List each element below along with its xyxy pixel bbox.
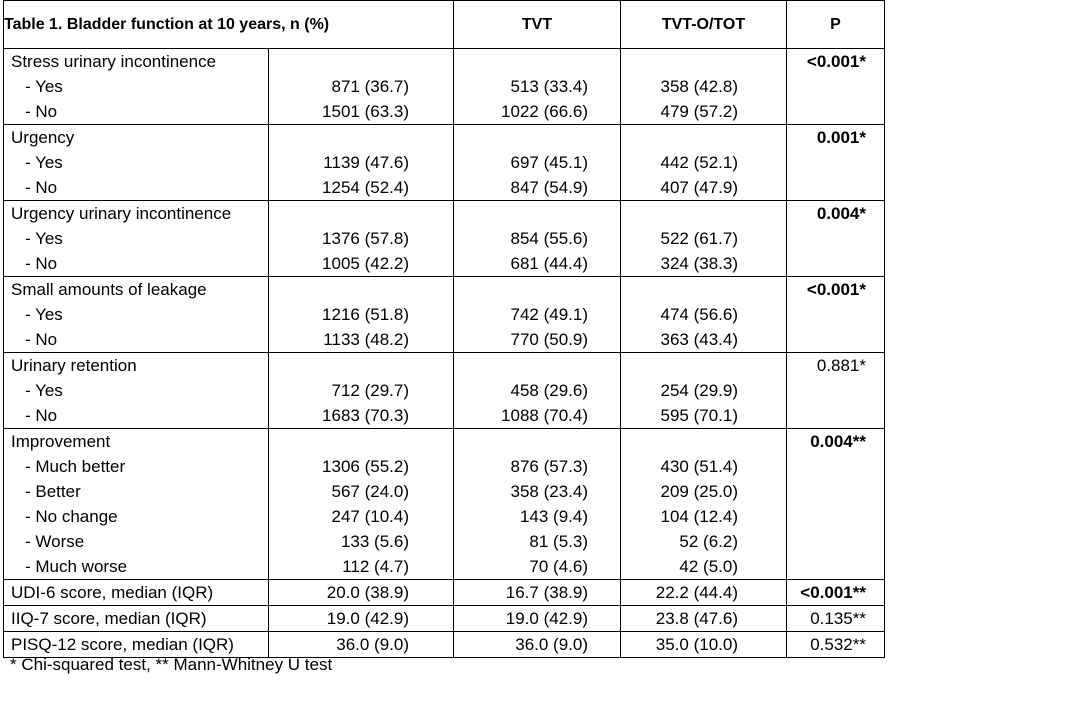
variable-label: Improvement (11, 432, 111, 451)
blank-line (621, 125, 786, 150)
category-label: - Much better (25, 457, 126, 476)
tvt-o-tot-value: 42 (5.0) (679, 557, 738, 576)
table-footnote: * Chi-squared test, ** Mann-Whitney U test (10, 655, 333, 674)
total-value: 20.0 (38.9) (326, 583, 409, 602)
category-label: - No (25, 254, 58, 273)
category-label: - Better (25, 482, 81, 501)
blank-line (621, 353, 786, 378)
tvt-o-tot-value: 407 (47.9) (660, 178, 738, 197)
tvt-o-tot-cell (621, 201, 787, 277)
table-row (4, 49, 885, 125)
tvt-o-tot-value: 209 (25.0) (660, 482, 738, 501)
total-value: 1216 (51.8) (322, 305, 409, 324)
tvt-value: 697 (45.1) (510, 153, 588, 172)
tvt-o-tot-value: 23.8 (47.6) (655, 609, 738, 628)
blank-line (454, 277, 620, 302)
tvt-value: 847 (54.9) (510, 178, 588, 197)
tvt-o-tot-cell (621, 429, 787, 580)
tvt-o-tot-value: 52 (6.2) (679, 532, 738, 551)
category-label: - Yes (25, 305, 63, 324)
score-label: UDI-6 score, median (IQR) (11, 583, 214, 602)
tvt-cell (454, 201, 621, 277)
tvt-cell (454, 49, 621, 125)
tvt-o-tot-cell (621, 277, 787, 353)
total-cell (269, 353, 454, 429)
tvt-value: 458 (29.6) (510, 381, 588, 400)
tvt-value: 358 (23.4) (510, 482, 588, 501)
tvt-o-tot-value: 474 (56.6) (660, 305, 738, 324)
total-cell (269, 125, 454, 201)
tvt-value: 513 (33.4) (510, 77, 588, 96)
variable-label: Urinary retention (11, 356, 137, 375)
variable-cell (4, 353, 269, 429)
blank-line (269, 201, 453, 226)
variable-label: Urgency (11, 128, 75, 147)
blank-line (269, 49, 453, 74)
tvt-o-tot-value: 22.2 (44.4) (655, 583, 738, 602)
total-value: 112 (4.7) (342, 557, 409, 576)
header-tvt-o-tot: TVT-O/TOT (621, 1, 787, 49)
blank-line (269, 429, 453, 454)
category-label: - Worse (25, 532, 85, 551)
score-label: PISQ-12 score, median (IQR) (11, 635, 234, 654)
blank-line (621, 49, 786, 74)
tvt-o-tot-value: 324 (38.3) (660, 254, 738, 273)
blank-line (454, 201, 620, 226)
p-value-cell (787, 277, 885, 353)
category-label: - Yes (25, 153, 63, 172)
variable-label: Urgency urinary incontinence (11, 204, 232, 223)
p-value-cell (787, 49, 885, 125)
p-value-cell (787, 429, 885, 580)
p-value: <0.001* (806, 52, 866, 71)
variable-cell (4, 429, 269, 580)
category-label: - No (25, 330, 58, 349)
category-label: - Yes (25, 77, 63, 96)
p-value: 0.135** (810, 609, 866, 628)
score-row (4, 580, 885, 606)
blank-line (621, 277, 786, 302)
tvt-cell (454, 606, 621, 632)
tvt-o-tot-value: 358 (42.8) (660, 77, 738, 96)
category-label: - Yes (25, 381, 63, 400)
tvt-o-tot-cell (621, 606, 787, 632)
tvt-value: 1088 (70.4) (501, 406, 588, 425)
tvt-cell (454, 429, 621, 580)
total-cell (269, 201, 454, 277)
blank-line (454, 429, 620, 454)
table-row (4, 353, 885, 429)
blank-line (269, 353, 453, 378)
total-value: 36.0 (9.0) (336, 635, 409, 654)
total-value: 1133 (48.2) (323, 330, 409, 349)
tvt-o-tot-cell (621, 580, 787, 606)
total-value: 871 (36.7) (331, 77, 409, 96)
total-value: 1005 (42.2) (322, 254, 409, 273)
blank-line (621, 201, 786, 226)
tvt-o-tot-cell (621, 125, 787, 201)
total-value: 1254 (52.4) (322, 178, 409, 197)
category-label: - Yes (25, 229, 63, 248)
score-label-cell (4, 632, 269, 658)
tvt-o-tot-value: 430 (51.4) (660, 457, 738, 476)
tvt-o-tot-value: 104 (12.4) (660, 507, 738, 526)
total-cell (269, 277, 454, 353)
total-cell (269, 606, 454, 632)
variable-label: Small amounts of leakage (11, 280, 207, 299)
results-table (3, 0, 885, 658)
total-value: 1306 (55.2) (322, 457, 409, 476)
variable-label: Stress urinary incontinence (11, 52, 217, 71)
tvt-o-tot-value: 522 (61.7) (660, 229, 738, 248)
header-p: P (787, 1, 885, 49)
table-title: Table 1. Bladder function at 10 years, n (%) (4, 1, 454, 49)
header-row (4, 1, 885, 49)
tvt-value: 770 (50.9) (510, 330, 588, 349)
tvt-cell (454, 277, 621, 353)
total-value: 133 (5.6) (340, 532, 409, 551)
p-value-cell (787, 201, 885, 277)
table-row (4, 125, 885, 201)
tvt-value: 876 (57.3) (510, 457, 588, 476)
blank-line (454, 353, 620, 378)
score-label-cell (4, 606, 269, 632)
tvt-o-tot-value: 442 (52.1) (660, 153, 738, 172)
tvt-cell (454, 632, 621, 658)
tvt-value: 143 (9.4) (519, 507, 588, 526)
p-value: 0.532** (810, 635, 866, 654)
total-cell (269, 632, 454, 658)
table-row (4, 277, 885, 353)
total-cell (269, 429, 454, 580)
variable-cell (4, 49, 269, 125)
p-value: <0.001** (800, 583, 866, 602)
score-row (4, 606, 885, 632)
tvt-o-tot-cell (621, 632, 787, 658)
blank-line (269, 277, 453, 302)
p-value: 0.004* (816, 204, 866, 223)
total-value: 712 (29.7) (331, 381, 409, 400)
blank-line (269, 125, 453, 150)
p-value: 0.004** (810, 432, 866, 451)
total-value: 1683 (70.3) (322, 406, 409, 425)
score-row (4, 632, 885, 658)
category-label: - No (25, 406, 58, 425)
total-value: 1139 (47.6) (323, 153, 409, 172)
tvt-o-tot-cell (621, 353, 787, 429)
tvt-value: 854 (55.6) (510, 229, 588, 248)
category-label: - No change (25, 507, 118, 526)
tvt-value: 1022 (66.6) (501, 102, 588, 121)
category-label: - No (25, 102, 58, 121)
tvt-o-tot-value: 254 (29.9) (660, 381, 738, 400)
p-value-cell (787, 632, 885, 658)
blank-line (454, 125, 620, 150)
category-label: - Much worse (25, 557, 128, 576)
variable-cell (4, 277, 269, 353)
total-value: 567 (24.0) (331, 482, 409, 501)
total-value: 247 (10.4) (331, 507, 409, 526)
header-tvt: TVT (454, 1, 621, 49)
tvt-value: 70 (4.6) (529, 557, 588, 576)
p-value: 0.881* (816, 356, 866, 375)
tvt-value: 81 (5.3) (529, 532, 588, 551)
total-cell (269, 580, 454, 606)
total-value: 1376 (57.8) (322, 229, 409, 248)
p-value: 0.001* (816, 128, 866, 147)
tvt-o-tot-value: 363 (43.4) (660, 330, 738, 349)
tvt-value: 681 (44.4) (510, 254, 588, 273)
p-value: <0.001* (806, 280, 866, 299)
tvt-cell (454, 353, 621, 429)
variable-cell (4, 125, 269, 201)
tvt-o-tot-cell (621, 49, 787, 125)
tvt-value: 36.0 (9.0) (515, 635, 588, 654)
table-row (4, 201, 885, 277)
category-label: - No (25, 178, 58, 197)
total-value: 19.0 (42.9) (326, 609, 409, 628)
p-value-cell (787, 580, 885, 606)
table-row (4, 429, 885, 580)
variable-cell (4, 201, 269, 277)
tvt-value: 19.0 (42.9) (505, 609, 588, 628)
tvt-value: 16.7 (38.9) (505, 583, 588, 602)
blank-line (621, 429, 786, 454)
tvt-cell (454, 125, 621, 201)
blank-line (454, 49, 620, 74)
table-body (4, 49, 885, 658)
score-label: IIQ-7 score, median (IQR) (11, 609, 207, 628)
score-label-cell (4, 580, 269, 606)
tvt-value: 742 (49.1) (510, 305, 588, 324)
total-cell (269, 49, 454, 125)
p-value-cell (787, 125, 885, 201)
total-value: 1501 (63.3) (322, 102, 409, 121)
tvt-o-tot-value: 595 (70.1) (660, 406, 738, 425)
tvt-o-tot-value: 35.0 (10.0) (655, 635, 738, 654)
tvt-cell (454, 580, 621, 606)
tvt-o-tot-value: 479 (57.2) (660, 102, 738, 121)
p-value-cell (787, 353, 885, 429)
p-value-cell (787, 606, 885, 632)
